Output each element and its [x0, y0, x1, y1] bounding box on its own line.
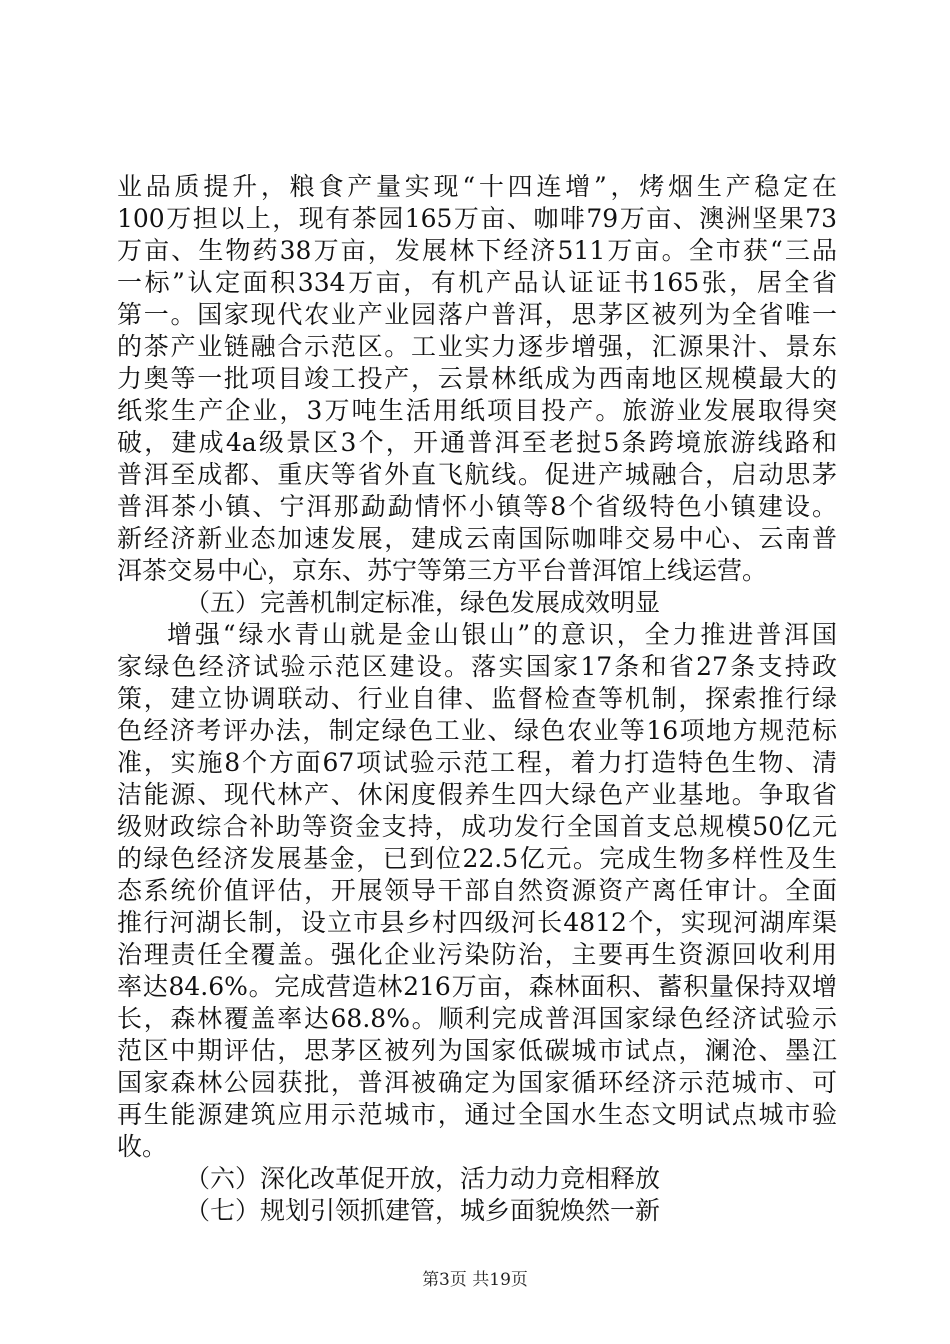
text-line: 国家森林公园获批，普洱被确定为国家循环经济示范城市、可	[117, 1068, 837, 1097]
text-line: 100万担以上，现有茶园165万亩、咖啡79万亩、澳洲坚果73	[117, 204, 837, 233]
body-text	[117, 171, 837, 1227]
text-line: 新经济新业态加速发展，建成云南国际咖啡交易中心、云南普	[117, 524, 837, 553]
text-line: 再生能源建筑应用示范城市，通过全国水生态文明试点城市验	[117, 1100, 837, 1129]
text-line: 率达84.6%。完成营造林216万亩，森林面积、蓄积量保持双增	[117, 972, 837, 1001]
text-line: 长，森林覆盖率达68.8%。顺利完成普洱国家绿色经济试验示	[117, 1004, 837, 1033]
text-line: 的茶产业链融合示范区。工业实力逐步增强，汇源果汁、景东	[117, 332, 837, 361]
text-line: 推行河湖长制，设立市县乡村四级河长4812个，实现河湖库渠	[117, 908, 837, 937]
text-line: 第一。国家现代农业产业园落户普洱，思茅区被列为全省唯一	[117, 300, 837, 329]
text-line: 色经济考评办法，制定绿色工业、绿色农业等16项地方规范标	[117, 716, 837, 745]
text-line: 治理责任全覆盖。强化企业污染防治，主要再生资源回收利用	[117, 940, 837, 969]
text-line: 普洱茶小镇、宁洱那勐勐情怀小镇等8个省级特色小镇建设。	[117, 492, 837, 521]
text-line: 纸浆生产企业，3万吨生活用纸项目投产。旅游业发展取得突	[117, 396, 837, 425]
section-heading: （七）规划引领抓建管，城乡面貌焕然一新	[185, 1196, 661, 1225]
text-line: 洱茶交易中心，京东、苏宁等第三方平台普洱馆上线运营。	[117, 556, 768, 585]
text-line: 普洱至成都、重庆等省外直飞航线。促进产城融合，启动思茅	[117, 460, 837, 489]
section-heading: （六）深化改革促开放，活力动力竞相释放	[185, 1164, 661, 1193]
text-line: 家绿色经济试验示范区建设。落实国家17条和省27条支持政	[117, 652, 837, 681]
text-line: 力奥等一批项目竣工投产，云景林纸成为西南地区规模最大的	[117, 364, 837, 393]
text-line: 态系统价值评估，开展领导干部自然资源资产离任审计。全面	[117, 876, 837, 905]
text-line: 级财政综合补助等资金支持，成功发行全国首支总规模50亿元	[117, 812, 837, 841]
text-line: 收。	[117, 1132, 168, 1161]
text-line: 的绿色经济发展基金，已到位22.5亿元。完成生物多样性及生	[117, 844, 837, 873]
text-line: 业品质提升，粮食产量实现“十四连增”，烤烟生产稳定在	[117, 172, 837, 201]
section-heading: （五）完善机制定标准，绿色发展成效明显	[185, 588, 661, 617]
text-line: 增强“绿水青山就是金山银山”的意识，全力推进普洱国	[167, 620, 837, 649]
text-line: 范区中期评估，思茅区被列为国家低碳城市试点，澜沧、墨江	[117, 1036, 837, 1065]
page-number: 第3页 共19页	[422, 1270, 528, 1290]
text-line: 策，建立协调联动、行业自律、监督检查等机制，探索推行绿	[117, 684, 837, 713]
text-line: 万亩、生物药38万亩，发展林下经济511万亩。全市获“三品	[117, 236, 837, 265]
text-line: 洁能源、现代林产、休闲度假养生四大绿色产业基地。争取省	[117, 780, 837, 809]
text-line: 准，实施8个方面67项试验示范工程，着力打造特色生物、清	[117, 748, 837, 777]
text-line: 破，建成4a级景区3个，开通普洱至老挝5条跨境旅游线路和	[117, 428, 837, 457]
page-footer	[0, 1270, 950, 1290]
text-line: 一标”认定面积334万亩，有机产品认证证书165张，居全省	[117, 268, 837, 297]
